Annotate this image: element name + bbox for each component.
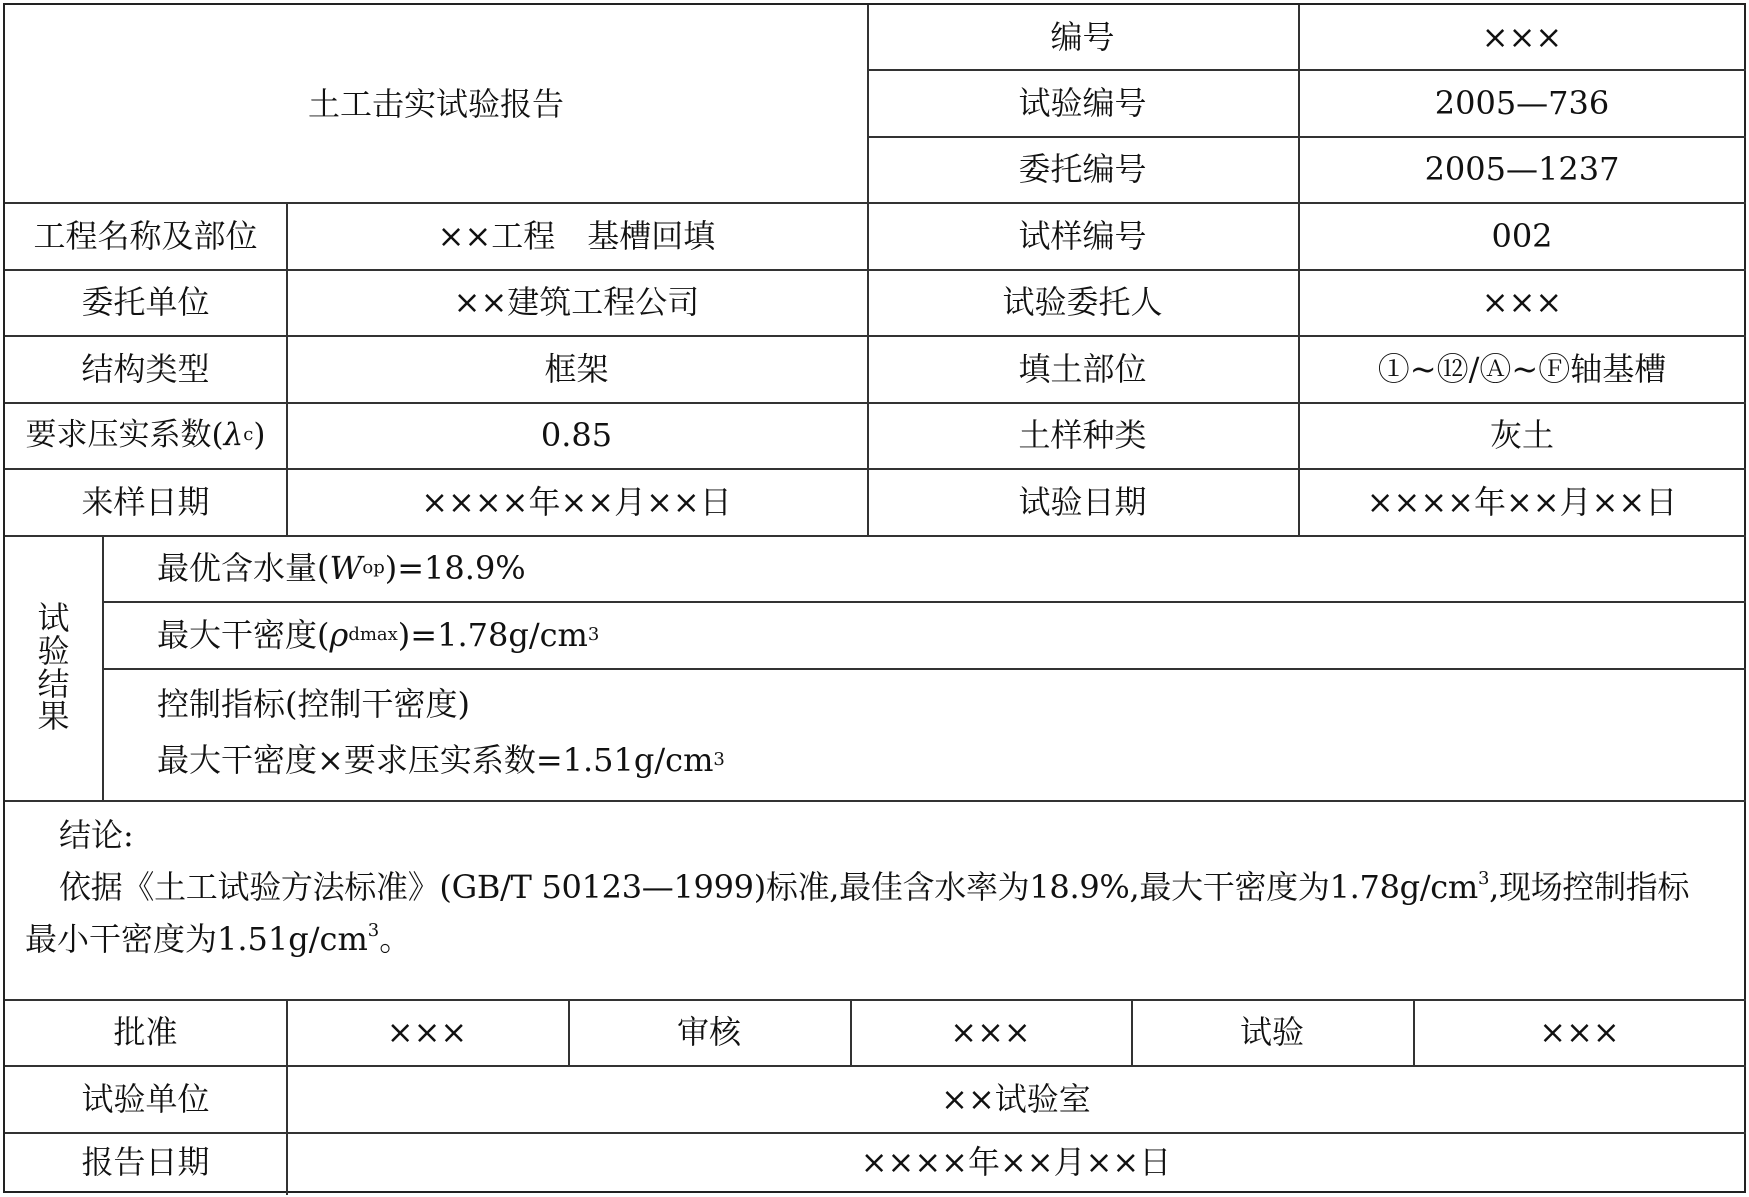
conclusion-line-1-exponent: 3 [1477, 868, 1490, 889]
rho-symbol: ρ [329, 615, 349, 654]
soil-type-value: 灰土 [1489, 416, 1554, 454]
tester-value: ××× [1539, 1013, 1620, 1051]
conclusion-line-1-a: 依据《土工试验方法标准》(GB/T 50123—1999)标准,最佳含水率为18.9%,最大干密度为1.78g/cm [59, 868, 1478, 906]
approve-value: ××× [386, 1013, 468, 1051]
results-char-1: 试 [37, 599, 70, 638]
test-results-label [5, 535, 102, 800]
tester-label: 试验 [1239, 1013, 1304, 1051]
sample-number-value: 002 [1491, 216, 1553, 255]
report-date-label: 报告日期 [81, 1142, 210, 1181]
lab-unit-value: ××试验室 [941, 1079, 1091, 1118]
number-label: 编号 [1050, 18, 1115, 56]
structure-type-label: 结构类型 [81, 349, 210, 388]
max-dry-density-suffix: )=1.78g/cm [397, 615, 588, 654]
optimum-moisture-suffix: )=18.9% [384, 549, 526, 587]
conclusion-line-2-exponent: 3 [367, 920, 380, 941]
approve-label: 批准 [113, 1013, 178, 1051]
conclusion-line-2-a: 最小干密度为1.51g/cm [25, 920, 368, 958]
test-number-label: 试验编号 [1018, 83, 1147, 122]
report-date-value: ××××年××月××日 [860, 1142, 1172, 1181]
compaction-coefficient-label: 要求压实系数( λ c ) [25, 416, 266, 453]
sample-date-label: 来样日期 [81, 482, 210, 521]
lab-unit-label: 试验单位 [81, 1079, 210, 1118]
results-char-2: 验 [37, 631, 70, 670]
fill-location-value: ①~⑫/Ⓐ~Ⓕ轴基槽 [1377, 349, 1667, 388]
optimum-moisture-row: 最优含水量( W op )=18.9% [157, 549, 526, 587]
commission-number-label: 委托编号 [1018, 150, 1147, 188]
test-date-value: ××××年××月××日 [1366, 482, 1678, 521]
project-name-value: ××工程 基槽回填 [437, 216, 716, 255]
conclusion-heading: 结论: [59, 816, 134, 854]
optimum-moisture-prefix: 最优含水量( [157, 549, 330, 587]
project-name-label: 工程名称及部位 [33, 216, 258, 255]
review-label: 审核 [676, 1013, 741, 1051]
test-date-label: 试验日期 [1018, 482, 1147, 521]
conclusion-line-2-b: 。 [379, 920, 412, 958]
number-value: ××× [1481, 18, 1563, 56]
client-unit-label: 委托单位 [81, 283, 210, 321]
compaction-coefficient-suffix: ) [253, 416, 266, 453]
test-number-value: 2005—736 [1434, 83, 1610, 122]
control-index-title: 控制指标(控制干密度) [157, 685, 470, 723]
fill-location-label: 填土部位 [1018, 349, 1147, 388]
report-title: 土工击实试验报告 [307, 84, 564, 123]
client-unit-value: ××建筑工程公司 [453, 283, 700, 321]
max-dry-density-row: 最大干密度( ρ dmax )=1.78g/cm 3 [157, 615, 600, 654]
conclusion-line-1 [59, 863, 1749, 911]
review-value: ××× [950, 1013, 1031, 1051]
w-symbol: W [329, 549, 363, 587]
client-person-value: ××× [1481, 283, 1563, 321]
client-person-label: 试验委托人 [1002, 283, 1163, 321]
sample-number-label: 试样编号 [1018, 216, 1147, 255]
commission-number-value: 2005—1237 [1424, 150, 1620, 188]
soil-type-label: 土样种类 [1018, 416, 1147, 454]
compaction-coefficient-prefix: 要求压实系数( [25, 416, 224, 453]
control-formula-text: 最大干密度×要求压实系数=1.51g/cm [157, 741, 714, 779]
control-index-formula: 最大干密度×要求压实系数=1.51g/cm 3 [157, 741, 725, 779]
report-table [3, 3, 1746, 1193]
conclusion-line-1-b: ,现场控制指标 [1489, 868, 1690, 906]
results-char-4: 果 [37, 697, 70, 736]
results-char-3: 结 [37, 664, 70, 703]
lambda-symbol: λ [223, 416, 244, 453]
compaction-coefficient-value: 0.85 [540, 416, 613, 454]
max-dry-density-prefix: 最大干密度( [157, 615, 330, 654]
conclusion-line-2 [25, 915, 1725, 963]
sample-date-value: ××××年××月××日 [421, 482, 732, 521]
structure-type-value: 框架 [544, 349, 609, 388]
